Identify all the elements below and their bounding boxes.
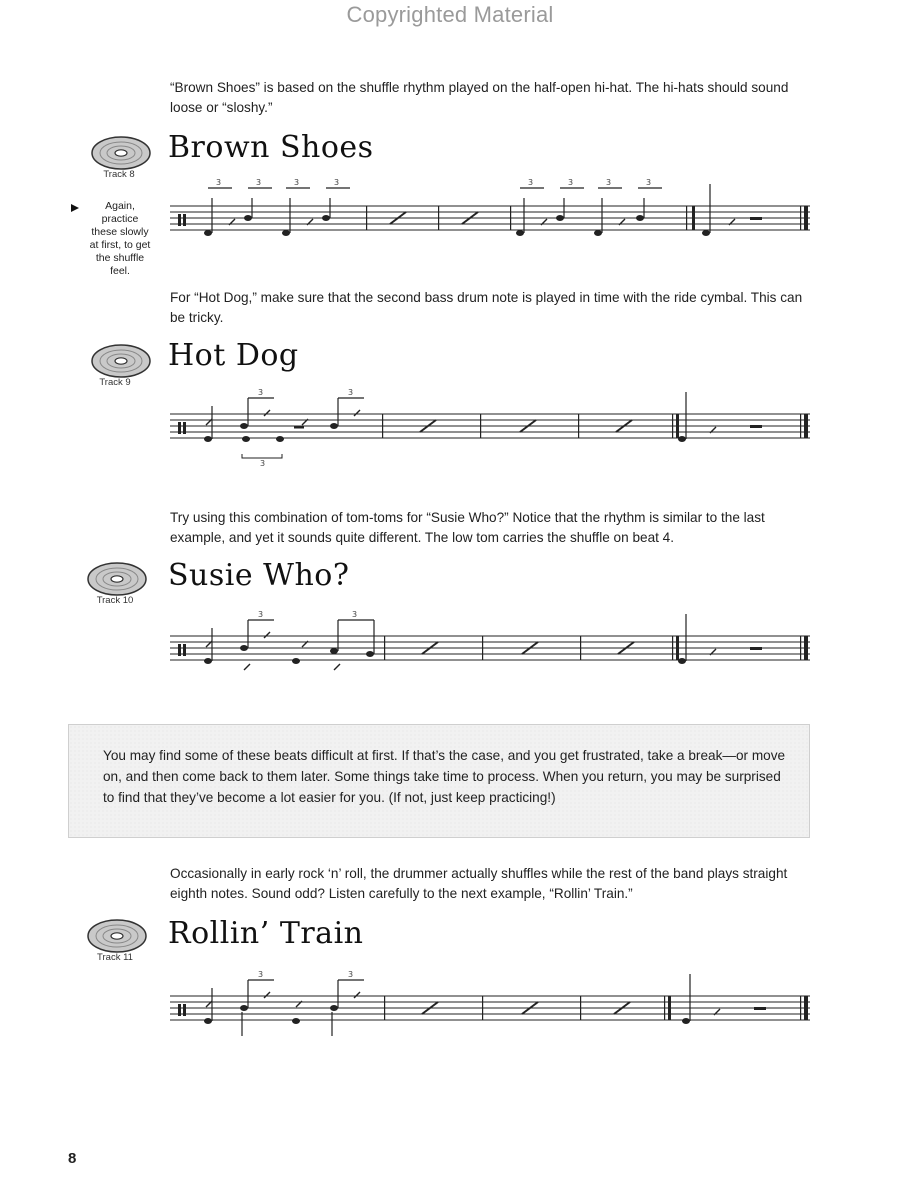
tuplet-mark: 3 [348,970,354,979]
tuplet-mark: 3 [260,459,266,468]
track-label: Track 8 [103,169,135,180]
cd-icon [90,134,152,172]
svg-text:3: 3 [294,178,300,187]
notation-rollin-train [170,966,820,1046]
track-label: Track 9 [99,377,131,388]
notation-brown-shoes [170,176,820,256]
tuplet-mark: 3 [258,388,264,397]
notation-susie-who [170,606,820,686]
tip-box [68,724,810,838]
tuplet-mark: 3 [348,388,354,397]
copyright-watermark: Copyrighted Material [346,2,554,27]
side-note: Again, practice these slowly at first, to get the shuffle feel. [68,200,152,278]
svg-text:3: 3 [606,178,612,187]
song-title-brown-shoes: Brown Shoes [168,130,374,165]
notation-hot-dog [170,384,820,474]
svg-text:3: 3 [528,178,534,187]
cd-icon [86,917,148,955]
tuplet-mark: 3 [258,610,264,619]
tuplet-mark: 3 [352,610,358,619]
cd-icon [86,560,148,598]
susie-who-paragraph: Try using this combination of tom-toms for “Susie Who?” Notice that the rhythm is similar to the last example, and yet it sounds quite different. The low tom carries the shuffle on beat 4. [170,510,765,545]
rollin-train-paragraph: Occasionally in early rock ‘n’ roll, the drummer actually shuffles while the rest of the band plays straight eighth notes. Sound odd? Listen carefully to the next example, “Rollin’ Train.” [170,866,788,901]
song-title-susie-who: Susie Who? [168,558,350,593]
tip-text: You may find some of these beats difficult at first. If that’s the case, and you get frustrated, take a break—or move on, and then come back to them later. Some things take time to process. When you return, you may be surprised to find that they’ve become a lot easier for you. (If not, just keep practicing!) [103,748,786,805]
intro-paragraph: “Brown Shoes” is based on the shuffle rhythm played on the half-open hi-hat. The hi-hats should sound loose or “sloshy.” [170,80,789,115]
song-title-hot-dog: Hot Dog [168,338,299,373]
tuplet-mark: 3 [258,970,264,979]
track-label: Track 10 [96,595,134,606]
cd-icon [90,342,152,380]
svg-text:3: 3 [216,178,222,187]
hot-dog-paragraph: For “Hot Dog,” make sure that the second bass drum note is played in time with the ride cymbal. This can be tricky. [170,290,803,325]
svg-text:3: 3 [334,178,340,187]
svg-text:3: 3 [646,178,652,187]
track-label: Track 11 [97,952,133,963]
page-number: 8 [68,1150,77,1167]
svg-text:3: 3 [256,178,262,187]
song-title-rollin-train: Rollin’ Train [168,916,364,951]
svg-text:3: 3 [568,178,574,187]
pointer-arrow-icon [71,204,79,212]
